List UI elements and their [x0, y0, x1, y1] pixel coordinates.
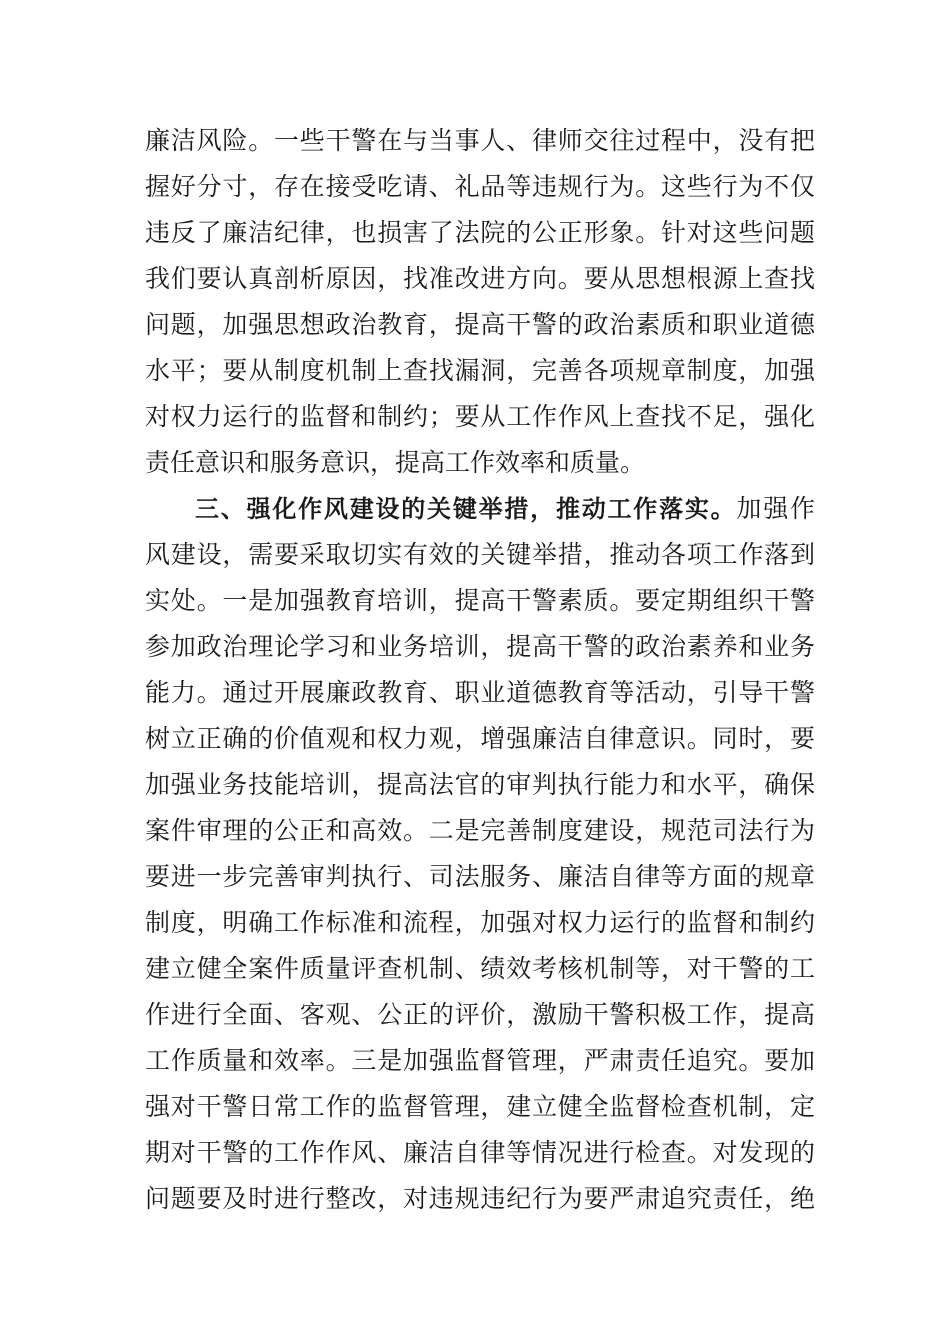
text-line: 工作质量和效率。三是加强监督管理，严肃责任追究。要加 [145, 1046, 815, 1075]
document-body [145, 118, 815, 1222]
paragraph-2 [145, 486, 815, 1222]
text-line: 问题，加强思想政治教育，提高干警的政治素质和职业道德 [145, 310, 815, 339]
heading-line [145, 486, 815, 532]
text-line: 实处。一是加强教育培训，提高干警素质。要定期组织干警 [145, 586, 815, 615]
section-heading: 三、强化作风建设的关键举措，推动工作落实。 [195, 495, 737, 523]
text-line: 加强业务技能培训，提高法官的审判执行能力和水平，确保 [145, 770, 815, 799]
text-line: 廉洁风险。一些干警在与当事人、律师交往过程中，没有把 [145, 126, 815, 155]
text-line: 建立健全案件质量评查机制、绩效考核机制等，对干警的工 [145, 954, 815, 983]
text-line: 握好分寸，存在接受吃请、礼品等违规行为。这些行为不仅 [145, 172, 815, 201]
text-line: 参加政治理论学习和业务培训，提高干警的政治素养和业务 [145, 632, 815, 661]
text-line: 风建设，需要采取切实有效的关键举措，推动各项工作落到 [145, 540, 815, 569]
text-line: 树立正确的价值观和权力观，增强廉洁自律意识。同时，要 [145, 724, 815, 753]
text-line: 案件审理的公正和高效。二是完善制度建设，规范司法行为 [145, 816, 815, 845]
text-line: 要进一步完善审判执行、司法服务、廉洁自律等方面的规章 [145, 862, 815, 891]
text-line: 责任意识和服务意识，提高工作效率和质量。 [145, 448, 646, 477]
text-line: 期对干警的工作作风、廉洁自律等情况进行检查。对发现的 [145, 1138, 815, 1167]
text-line: 强对干警日常工作的监督管理，建立健全监督检查机制，定 [145, 1092, 815, 1121]
text-line: 对权力运行的监督和制约；要从工作作风上查找不足，强化 [145, 402, 815, 431]
text-line: 作进行全面、客观、公正的评价，激励干警积极工作，提高 [145, 1000, 815, 1029]
text-line: 制度，明确工作标准和流程，加强对权力运行的监督和制约 [145, 908, 815, 937]
heading-line-rest: 加强作 [736, 494, 815, 523]
text-line: 问题要及时进行整改，对违规违纪行为要严肃追究责任，绝 [145, 1184, 815, 1213]
text-line: 我们要认真剖析原因，找准改进方向。要从思想根源上查找 [145, 264, 815, 293]
text-line: 能力。通过开展廉政教育、职业道德教育等活动，引导干警 [145, 678, 815, 707]
text-line: 水平；要从制度机制上查找漏洞，完善各项规章制度，加强 [145, 356, 815, 385]
text-line: 违反了廉洁纪律，也损害了法院的公正形象。针对这些问题 [145, 218, 815, 247]
paragraph-1 [145, 118, 815, 486]
